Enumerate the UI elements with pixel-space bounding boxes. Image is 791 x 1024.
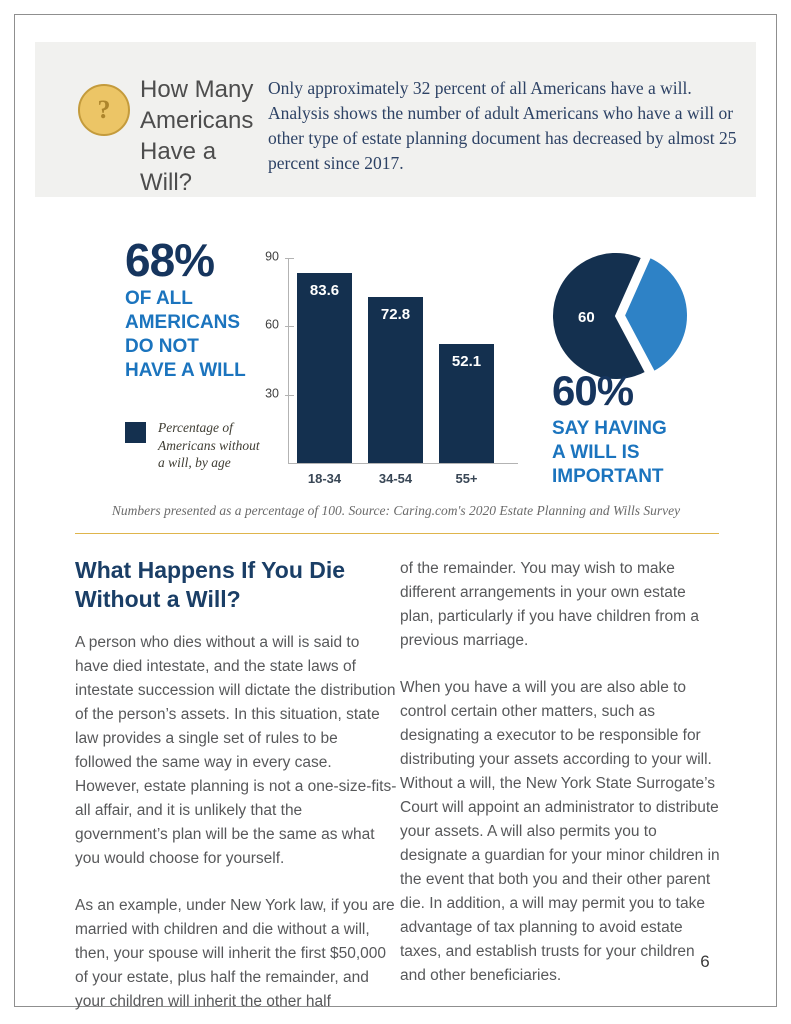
article-left-column <box>75 631 397 1014</box>
y-tick-label: 30 <box>265 386 279 401</box>
bar-55+ <box>439 344 494 463</box>
stat-without-will-value: 68% <box>125 234 215 286</box>
y-tick <box>285 258 294 259</box>
bar-chart <box>265 249 518 464</box>
paragraph: When you have a will you are also able to control certain other matters, such as designating a executor to be responsible for distributing your assets according to your will. Without a will, the New York State Surrogate’s Court will appoint an administrator to distribute your assets. A will also permits you to designate a guardian for your minor children in the event that both you and their other parent die. In addition, a will may permit you to take advantage of tax planning to avoid estate taxes, and establish trusts for your children and other beneficiaries. <box>400 679 720 984</box>
bar-category-label: 34-54 <box>378 471 413 486</box>
y-tick-label: 90 <box>265 249 279 264</box>
paragraph: of the remainder. You may wish to make different arrangements in your own estate plan, particularly if you have children from a previous marriage. <box>400 560 699 649</box>
article-right-column <box>400 557 722 988</box>
bar-value-label: 52.1 <box>451 353 482 371</box>
bar-category-label: 18-34 <box>307 471 342 486</box>
section-title-line: Have a <box>140 138 217 165</box>
y-tick-label: 60 <box>265 317 279 332</box>
stat-will-important-label: SAY HAVING A WILL IS IMPORTANT <box>552 418 667 487</box>
stat-without-will-label: OF ALL AMERICANS DO NOT HAVE A WILL <box>125 288 246 381</box>
section-intro-text: Only approximately 32 percent of all Americans have a will. Analysis shows the number of adult Americans who have a will or other type of estate planning document has decreased by almost 25 percent since 2017. <box>268 78 737 173</box>
bar-chart-xlabels <box>297 471 494 486</box>
bar-value-label: 83.6 <box>309 281 340 299</box>
pie-slice-label: 60 <box>578 309 595 326</box>
bar-chart-bars <box>289 258 518 463</box>
question-mark-icon <box>78 84 130 136</box>
bar-value-label: 72.8 <box>380 306 411 324</box>
question-mark-glyph: ? <box>97 95 111 124</box>
article-heading: What Happens If You Die Without a Will? <box>75 557 346 612</box>
paragraph: As an example, under New York law, if you are married with children and die without a will, then, your spouse will inherit the first $50,000 of your estate, plus half the remainder, and your children will inherit the other half <box>75 897 395 1010</box>
section-title-line: How Many <box>140 76 254 103</box>
legend-swatch <box>125 422 146 443</box>
y-tick <box>285 395 294 396</box>
bar-34-54 <box>368 297 423 463</box>
bar-category-label: 55+ <box>455 471 478 486</box>
stat-will-important <box>552 368 722 489</box>
bar-18-34 <box>297 273 352 463</box>
paragraph: A person who dies without a will is said to have died intestate, and the state laws of intestate succession will dictate the distribution of the person’s assets. In this situation, state law provides a single set of rules to be followed the same way in every case. However, estate planning is not a one-size-fits-all affair, and it is unlikely that the government’s plan will be the same as what you would choose for yourself. <box>75 634 397 867</box>
section-title <box>140 74 270 198</box>
page-number: 6 <box>700 952 710 971</box>
section-title-line: Will? <box>140 169 192 196</box>
bar-chart-legend <box>125 419 260 472</box>
section-title-line: Americans <box>140 107 254 134</box>
chart-source-caption: Numbers presented as a percentage of 100. Source: Caring.com's 2020 Estate Planning and Wills Survey <box>111 503 681 518</box>
y-tick <box>285 326 294 327</box>
gold-divider <box>75 533 719 534</box>
stat-will-important-value: 60% <box>552 367 634 414</box>
header-band <box>35 42 756 197</box>
legend-label: Percentage of Americans without a will, by age <box>158 420 260 470</box>
